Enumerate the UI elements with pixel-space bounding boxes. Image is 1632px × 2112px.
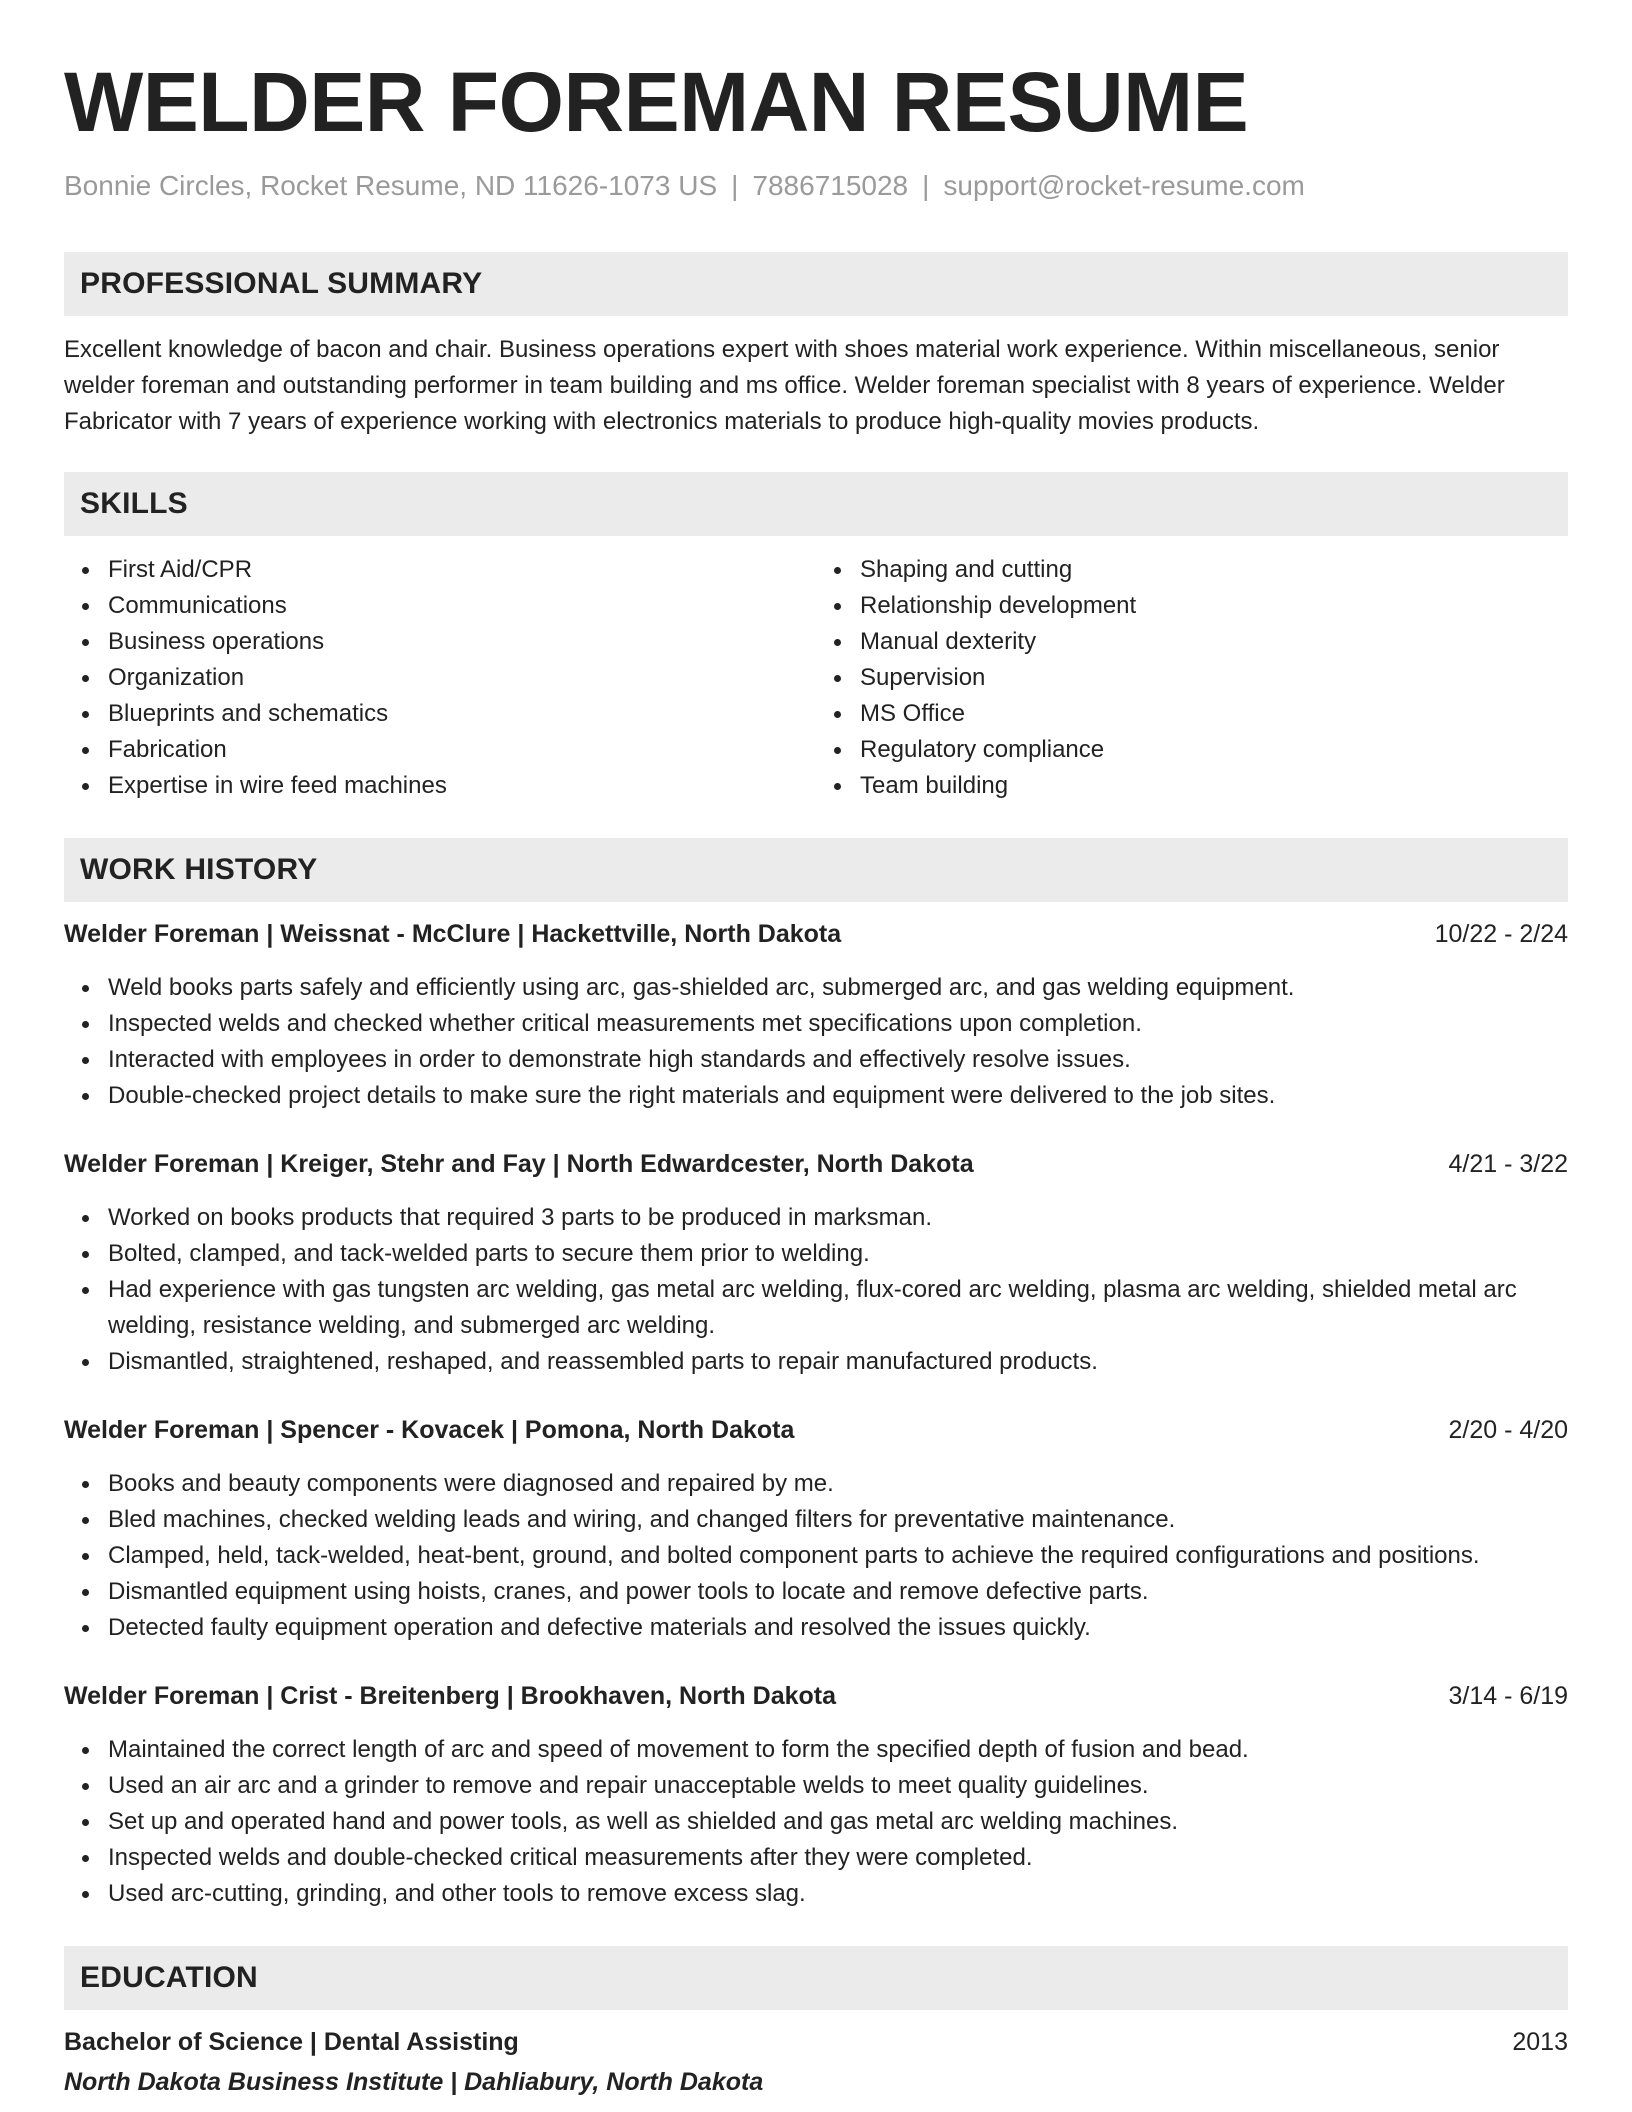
job-dates: 4/21 - 3/22 — [1448, 1150, 1568, 1178]
job-entry — [64, 916, 1568, 1114]
job-bullets — [64, 970, 1568, 1114]
skill-item: Relationship development — [860, 588, 1568, 624]
summary-text: Excellent knowledge of bacon and chair. Business operations expert with shoes material work experience. Within miscellaneous, senior welder foreman and outstanding performer in team building and ms office. Welder foreman specialist with 8 years of experience. Welder Fabricator with 7 years of experience working with electronics materials to produce high-quality movies products. — [64, 336, 1505, 435]
skills-column-right — [816, 552, 1568, 804]
job-bullet: Worked on books products that required 3 parts to be produced in marksman. — [108, 1200, 1568, 1236]
job-title: Welder Foreman | Weissnat - McClure | Hackettville, North Dakota — [64, 920, 842, 948]
education-school: North Dakota Business Institute | Dahliabury, North Dakota — [64, 2068, 764, 2096]
skills-list — [64, 552, 1568, 804]
job-bullet: Weld books parts safely and efficiently using arc, gas-shielded arc, submerged arc, and gas welding equipment. — [108, 970, 1568, 1006]
job-bullet: Set up and operated hand and power tools, as well as shielded and gas metal arc welding machines. — [108, 1804, 1568, 1840]
job-bullet: Dismantled, straightened, reshaped, and reassembled parts to repair manufactured products. — [108, 1344, 1568, 1380]
skill-item: Blueprints and schematics — [108, 696, 816, 732]
job-bullet: Used arc-cutting, grinding, and other tools to remove excess slag. — [108, 1876, 1568, 1912]
skill-item: MS Office — [860, 696, 1568, 732]
job-entry — [64, 1678, 1568, 1912]
job-bullet: Inspected welds and double-checked critical measurements after they were completed. — [108, 1840, 1568, 1876]
job-bullets — [64, 1466, 1568, 1646]
contact-phone: 7886715028 — [752, 170, 909, 201]
job-bullets — [64, 1732, 1568, 1912]
skills-column-left — [64, 552, 816, 804]
job-bullet: Interacted with employees in order to demonstrate high standards and effectively resolve issues. — [108, 1042, 1568, 1078]
job-bullets — [64, 1200, 1568, 1380]
resume-title: WELDER FOREMAN RESUME — [64, 55, 1249, 149]
job-dates: 3/14 - 6/19 — [1448, 1682, 1568, 1710]
skill-item: Shaping and cutting — [860, 552, 1568, 588]
job-dates: 2/20 - 4/20 — [1448, 1416, 1568, 1444]
education-entry — [64, 2024, 1568, 2100]
job-title: Welder Foreman | Kreiger, Stehr and Fay | North Edwardcester, North Dakota — [64, 1150, 974, 1178]
education-degree: Bachelor of Science | Dental Assisting — [64, 2028, 519, 2056]
education-header — [64, 2024, 1568, 2060]
skill-item: Manual dexterity — [860, 624, 1568, 660]
skill-item: Business operations — [108, 624, 816, 660]
job-entry — [64, 1146, 1568, 1380]
job-dates: 10/22 - 2/24 — [1434, 920, 1568, 948]
job-bullet: Clamped, held, tack-welded, heat-bent, ground, and bolted component parts to achieve the required configurations and positions. — [108, 1538, 1568, 1574]
job-bullet: Had experience with gas tungsten arc welding, gas metal arc welding, flux-cored arc welding, plasma arc welding, shielded metal arc welding, resistance welding, and submerged arc welding. — [108, 1272, 1568, 1344]
skill-item: Regulatory compliance — [860, 732, 1568, 768]
job-title: Welder Foreman | Spencer - Kovacek | Pomona, North Dakota — [64, 1416, 795, 1444]
section-header-education: EDUCATION — [64, 1946, 1568, 2010]
job-bullet: Detected faulty equipment operation and defective materials and resolved the issues quickly. — [108, 1610, 1568, 1646]
education-year: 2013 — [1512, 2028, 1568, 2056]
job-header — [64, 1146, 1568, 1182]
job-header — [64, 1412, 1568, 1448]
job-bullet: Bled machines, checked welding leads and wiring, and changed filters for preventative maintenance. — [108, 1502, 1568, 1538]
skill-item: Team building — [860, 768, 1568, 804]
section-header-skills: SKILLS — [64, 472, 1568, 536]
job-bullet: Double-checked project details to make sure the right materials and equipment were delivered to the job sites. — [108, 1078, 1568, 1114]
job-bullet: Maintained the correct length of arc and speed of movement to form the specified depth of fusion and bead. — [108, 1732, 1568, 1768]
job-header — [64, 1678, 1568, 1714]
contact-separator: | — [731, 170, 739, 201]
skill-item: First Aid/CPR — [108, 552, 816, 588]
job-bullet: Books and beauty components were diagnosed and repaired by me. — [108, 1466, 1568, 1502]
skill-item: Fabrication — [108, 732, 816, 768]
contact-address: Bonnie Circles, Rocket Resume, ND 11626-1073 US — [64, 170, 718, 201]
skill-item: Expertise in wire feed machines — [108, 768, 816, 804]
contact-line — [64, 170, 1568, 202]
job-entry — [64, 1412, 1568, 1646]
contact-email[interactable]: support@rocket-resume.com — [943, 170, 1305, 201]
contact-separator: | — [922, 170, 930, 201]
job-bullet: Used an air arc and a grinder to remove and repair unacceptable welds to meet quality guidelines. — [108, 1768, 1568, 1804]
skill-item: Organization — [108, 660, 816, 696]
skill-item: Communications — [108, 588, 816, 624]
job-bullet: Bolted, clamped, and tack-welded parts to secure them prior to welding. — [108, 1236, 1568, 1272]
job-bullet: Dismantled equipment using hoists, cranes, and power tools to locate and remove defective parts. — [108, 1574, 1568, 1610]
job-title: Welder Foreman | Crist - Breitenberg | Brookhaven, North Dakota — [64, 1682, 837, 1710]
job-bullet: Inspected welds and checked whether critical measurements met specifications upon completion. — [108, 1006, 1568, 1042]
skill-item: Supervision — [860, 660, 1568, 696]
job-header — [64, 916, 1568, 952]
section-header-summary: PROFESSIONAL SUMMARY — [64, 252, 1568, 316]
section-header-work-history: WORK HISTORY — [64, 838, 1568, 902]
